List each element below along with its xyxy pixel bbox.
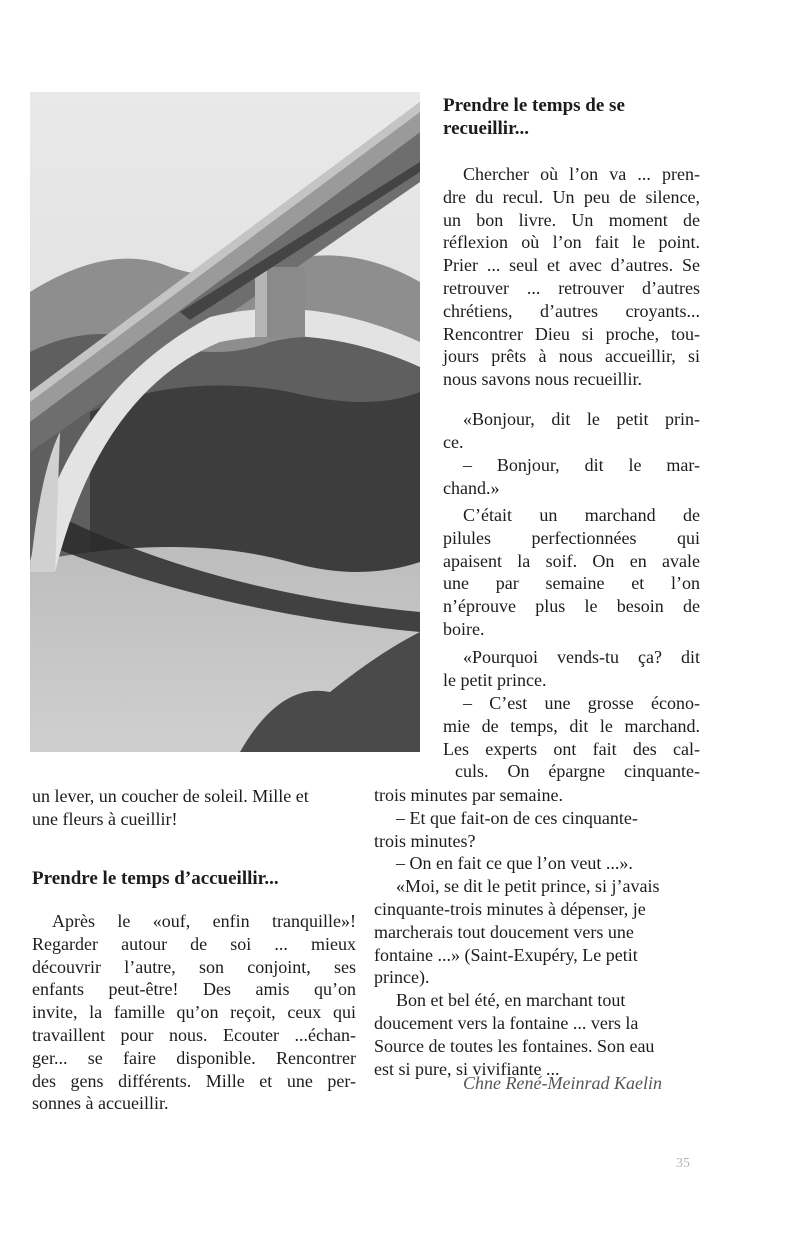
paragraph-marchand: C’était un marchand de pilules perfectionnées qui apaisent la soif. On en avale une par semaine et l’on n’éprouve plus le besoin de boire. bbox=[443, 505, 700, 639]
bridge-photo bbox=[30, 92, 420, 752]
paragraph-recueillir: Chercher où l’on va ... pren- dre du recul. Un peu de silence, un bon livre. Un moment de réflexion où l’on fait le point. Prier ... seul et avec d’autres. Se retrouver ... retrouver d’autres chrétiens, d’autres croyants... Rencontrer Dieu si proche, tou- jours prêts à nous accueillir, si nous savons nous recueillir. bbox=[443, 164, 700, 390]
dialogue-economie: – C’est une grosse écono- mie de temps, dit le marchand. Les experts ont fait des cal- culs. On épargne cinquante- bbox=[443, 693, 700, 782]
paragraph-fontaine: trois minutes par semaine. – Et que fait-on de ces cinquante- trois minutes? – On en fait ce que l’on veut ...». «Moi, se dit le petit prince, si j’avais cinquante-trois minutes à dépenser, je marcherais tout doucement vers une fontaine ...» (Saint-Exupéry, Le petit prince). Bon et bel été, en marchant tout doucement vers la fontaine ... vers la Source de toutes les fontaines. Son eau est si pure, si vivifiante ... bbox=[374, 785, 660, 1079]
page-number: 35 bbox=[676, 1156, 690, 1171]
dialogue-bonjour-prince: «Bonjour, dit le petit prin- ce. bbox=[443, 409, 700, 452]
signature: Chne René-Meinrad Kaelin bbox=[463, 1073, 662, 1093]
dialogue-bonjour-marchand: – Bonjour, dit le mar- chand.» bbox=[443, 455, 700, 498]
dialogue-pourquoi: «Pourquoi vends-tu ça? dit le petit prince. bbox=[443, 647, 700, 690]
photo-continuation-text: un lever, un coucher de soleil. Mille et une fleurs à cueillir! bbox=[32, 786, 309, 829]
heading-accueillir: Prendre le temps d’accueillir... bbox=[32, 868, 279, 889]
heading-recueillir: Prendre le temps de se recueillir... bbox=[443, 95, 625, 139]
paragraph-accueillir: Après le «ouf, enfin tranquille»! Regarder autour de soi ... mieux découvrir l’autre, son conjoint, ses enfants peut-être! Des amis qu’on invite, la famille qu’on reçoit, ceux qui travaillent pour nous. Ecouter ...échan- ger... se faire disponible. Rencontrer des gens différents. Mille et une per- sonnes à accueillir. bbox=[32, 911, 356, 1114]
